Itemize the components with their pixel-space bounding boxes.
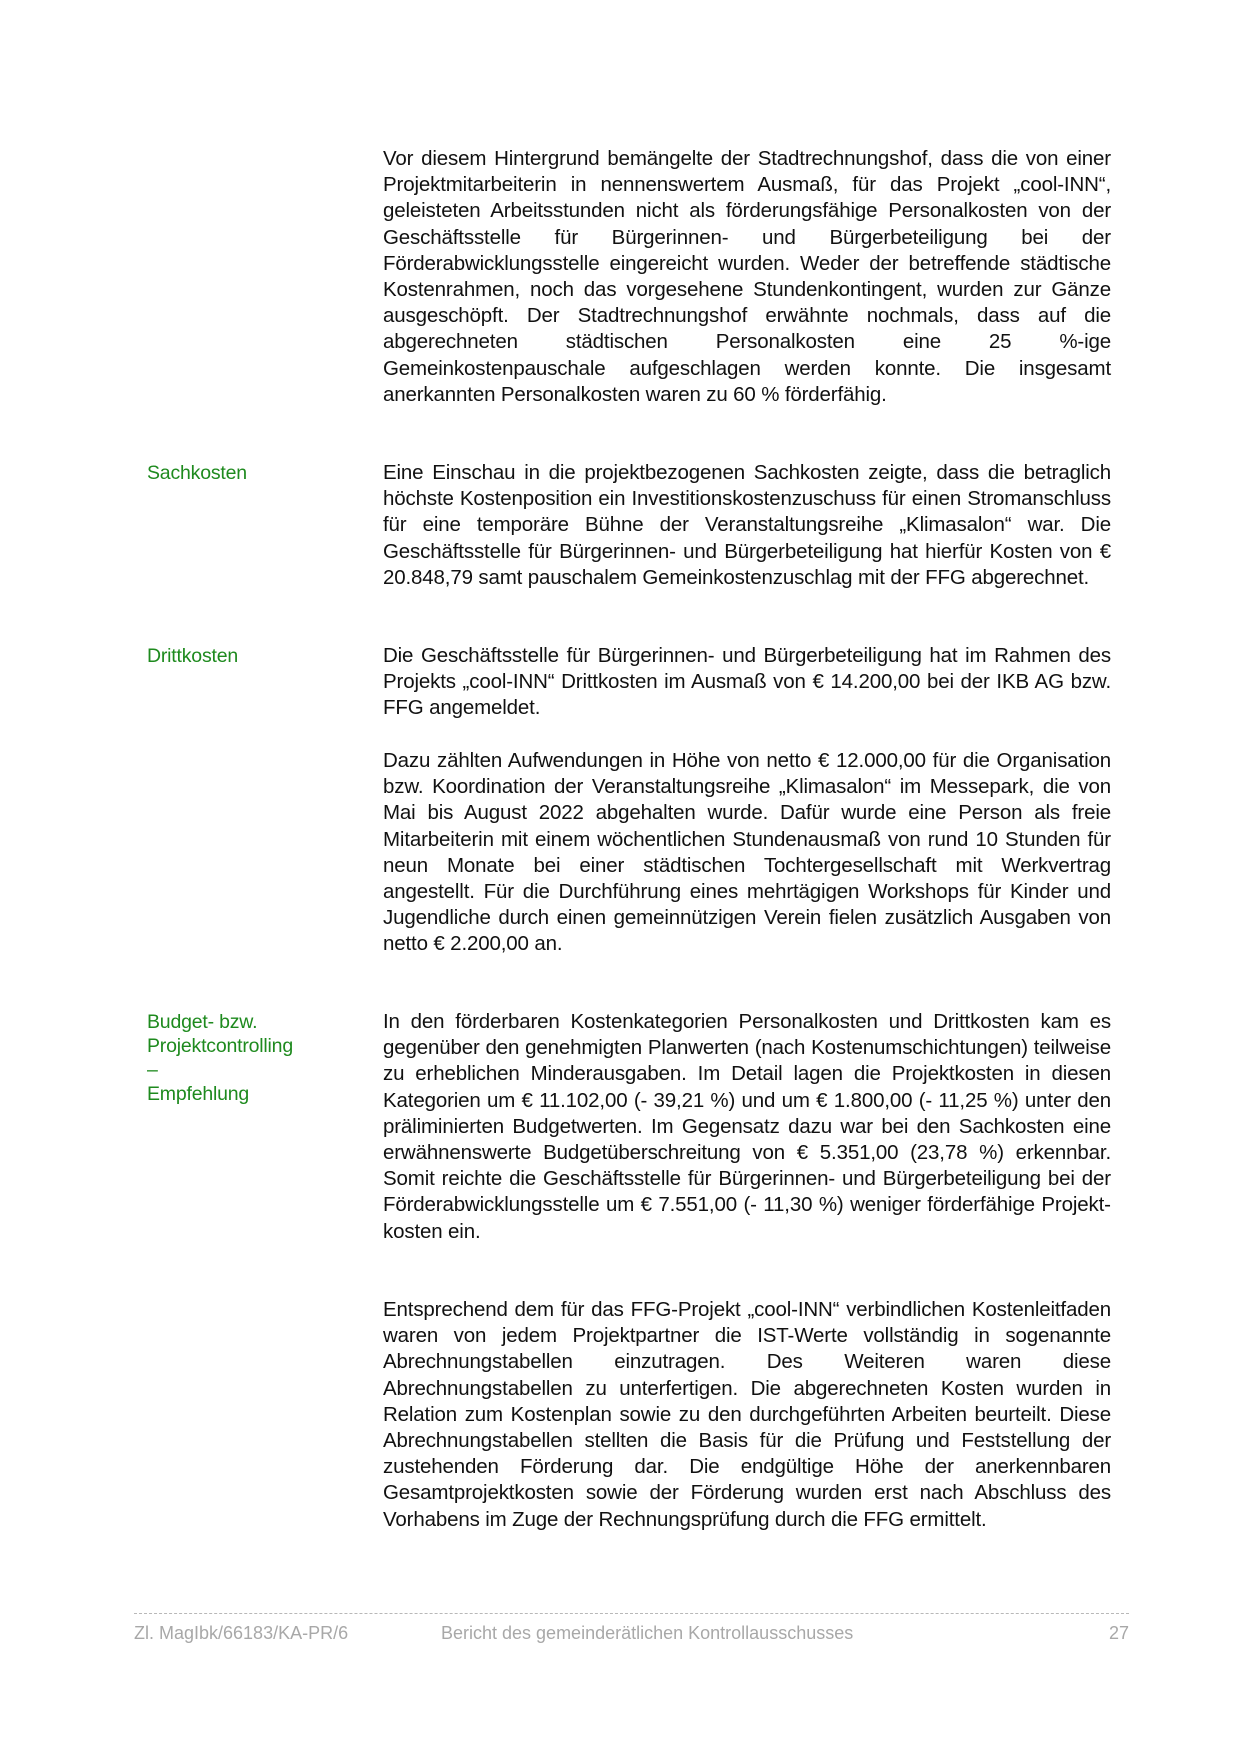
paragraph-drittkosten-2: Dazu zählten Aufwendungen in Höhe von netto € 12.000,00 für die Organisation bzw. Koordination der Veranstaltungsreihe „Klimasalon“ im Messepark, die von Mai bis August 2022 abgehalten wurde. Dafür wurde eine Person als freie Mitarbeiterin mit einem wöchentlichen Stundenausmaß von rund 10 Stunden für neun Monate bei einer städtischen Tochtergesellschaft mit Werkvertrag angestellt. Für die Durchführung eines mehrtägigen Workshops für Kinder und Jugendliche durch einen gemeinnützigen Verein fielen zusätzlich Ausgaben von netto € 2.200,00 an.: [383, 749, 1111, 956]
page-footer: [134, 1620, 1129, 1646]
paragraph-budget-1: In den förderbaren Kostenkategorien Personalkosten und Drittkosten kam es gegenüber den genehmigten Planwerten (nach Kostenumschichtungen) teilweise zu erheblichen Minderausgaben. Im Detail lagen die Projektkosten in diesen Kategorien um € 11.102,00 (- 39,21 %) und um € 1.800,00 (- 11,25 %) unter den präliminierten Budgetwerten. Im Gegensatz dazu war bei den Sachkosten eine erwähnenswerte Budgetüberschreitung von € 5.351,00 (23,78 %) erkennbar. Somit reichte die Geschäftsstelle für Bürgerinnen- und Bürgerbeteiligung bei der Förderabwicklungsstelle um € 7.551,00 (- 11,30 %) weniger förderfähige Projektkosten ein.: [383, 1010, 1111, 1243]
page-number: 27: [1108, 1623, 1129, 1643]
paragraph-drittkosten-1: Die Geschäftsstelle für Bürgerinnen- und Bürgerbeteiligung hat im Rahmen des Projekts „cool-INN“ Drittkosten im Ausmaß von € 14.200,00 bei der IKB AG bzw. FFG angemeldet.: [383, 644, 1111, 720]
side-label-budget-controlling: [147, 1010, 347, 1106]
footer-divider: [134, 1613, 1129, 1614]
paragraph-budget-2: Entsprechend dem für das FFG-Projekt „cool-INN“ verbindlichen Kostenleitfaden waren von jedem Projektpartner die IST-Werte vollständig in sogenannte Abrechnungstabellen einzutragen. Des Weiteren waren diese Abrechnungstabellen zu unterfertigen. Die abgerechneten Kosten wurden in Relation zum Kostenplan sowie zu den durchgeführten Arbeiten beurteilt. Diese Abrechnungstabellen stellten die Basis für die Prüfung und Feststellung der zustehenden Förderung dar. Die endgültige Höhe der anerkennbaren Gesamtprojektkosten sowie der Förderung wurden erst nach Abschluss des Vorhabens im Zuge der Rechnungsprüfung durch die FFG ermittelt.: [383, 1298, 1111, 1531]
side-label-line: –: [147, 1059, 158, 1081]
paragraph-sachkosten: Eine Einschau in die projektbezogenen Sachkosten zeigte, dass die betraglich höchste Kostenposition ein Investitionskostenzuschuss für einen Stromanschluss für eine temporäre Bühne der Veranstaltungsreihe „Klimasalon“ war. Die Geschäftsstelle für Bürgerinnen- und Bürgerbeteiligung hat hierfür Kosten von € 20.848,79 samt pauschalem Gemeinkostenzuschlag mit der FFG abgerechnet.: [383, 461, 1111, 589]
side-label-line: Empfehlung: [147, 1083, 250, 1105]
side-label-text: Sachkosten: [147, 462, 247, 484]
footer-title: Bericht des gemeinderätlichen Kontrollausschusses: [441, 1623, 854, 1643]
side-label-line: Budget- bzw.: [147, 1011, 258, 1033]
side-label-drittkosten: [147, 644, 347, 668]
footer-reference: Zl. MagIbk/66183/KA-PR/6: [134, 1623, 349, 1643]
side-label-line: Projektcontrolling: [147, 1035, 293, 1057]
paragraph-personalkosten: Vor diesem Hintergrund bemängelte der Stadtrechnungshof, dass die von einer Projektmitarbeiterin in nennenswertem Ausmaß, für das Projekt „cool-INN“, geleisteten Arbeitsstunden nicht als förderungsfähige Personalkosten von der Geschäftsstelle für Bürgerinnen- und Bürgerbeteiligung bei der Förderabwicklungsstelle eingereicht wurden. Weder der betreffende städtische Kostenrahmen, noch das vorgesehene Stundenkontingent, wurden zur Gänze ausgeschöpft. Der Stadtrechnungshof erwähnte nochmals, dass auf die abgerechneten städtischen Personalkosten eine 25 %-ige Gemeinkostenpauschale aufgeschlagen werden konnte. Die insgesamt anerkannten Personalkosten waren zu 60 % förderfähig.: [383, 147, 1111, 406]
side-label-text: Drittkosten: [147, 645, 238, 667]
side-label-sachkosten: [147, 461, 347, 485]
